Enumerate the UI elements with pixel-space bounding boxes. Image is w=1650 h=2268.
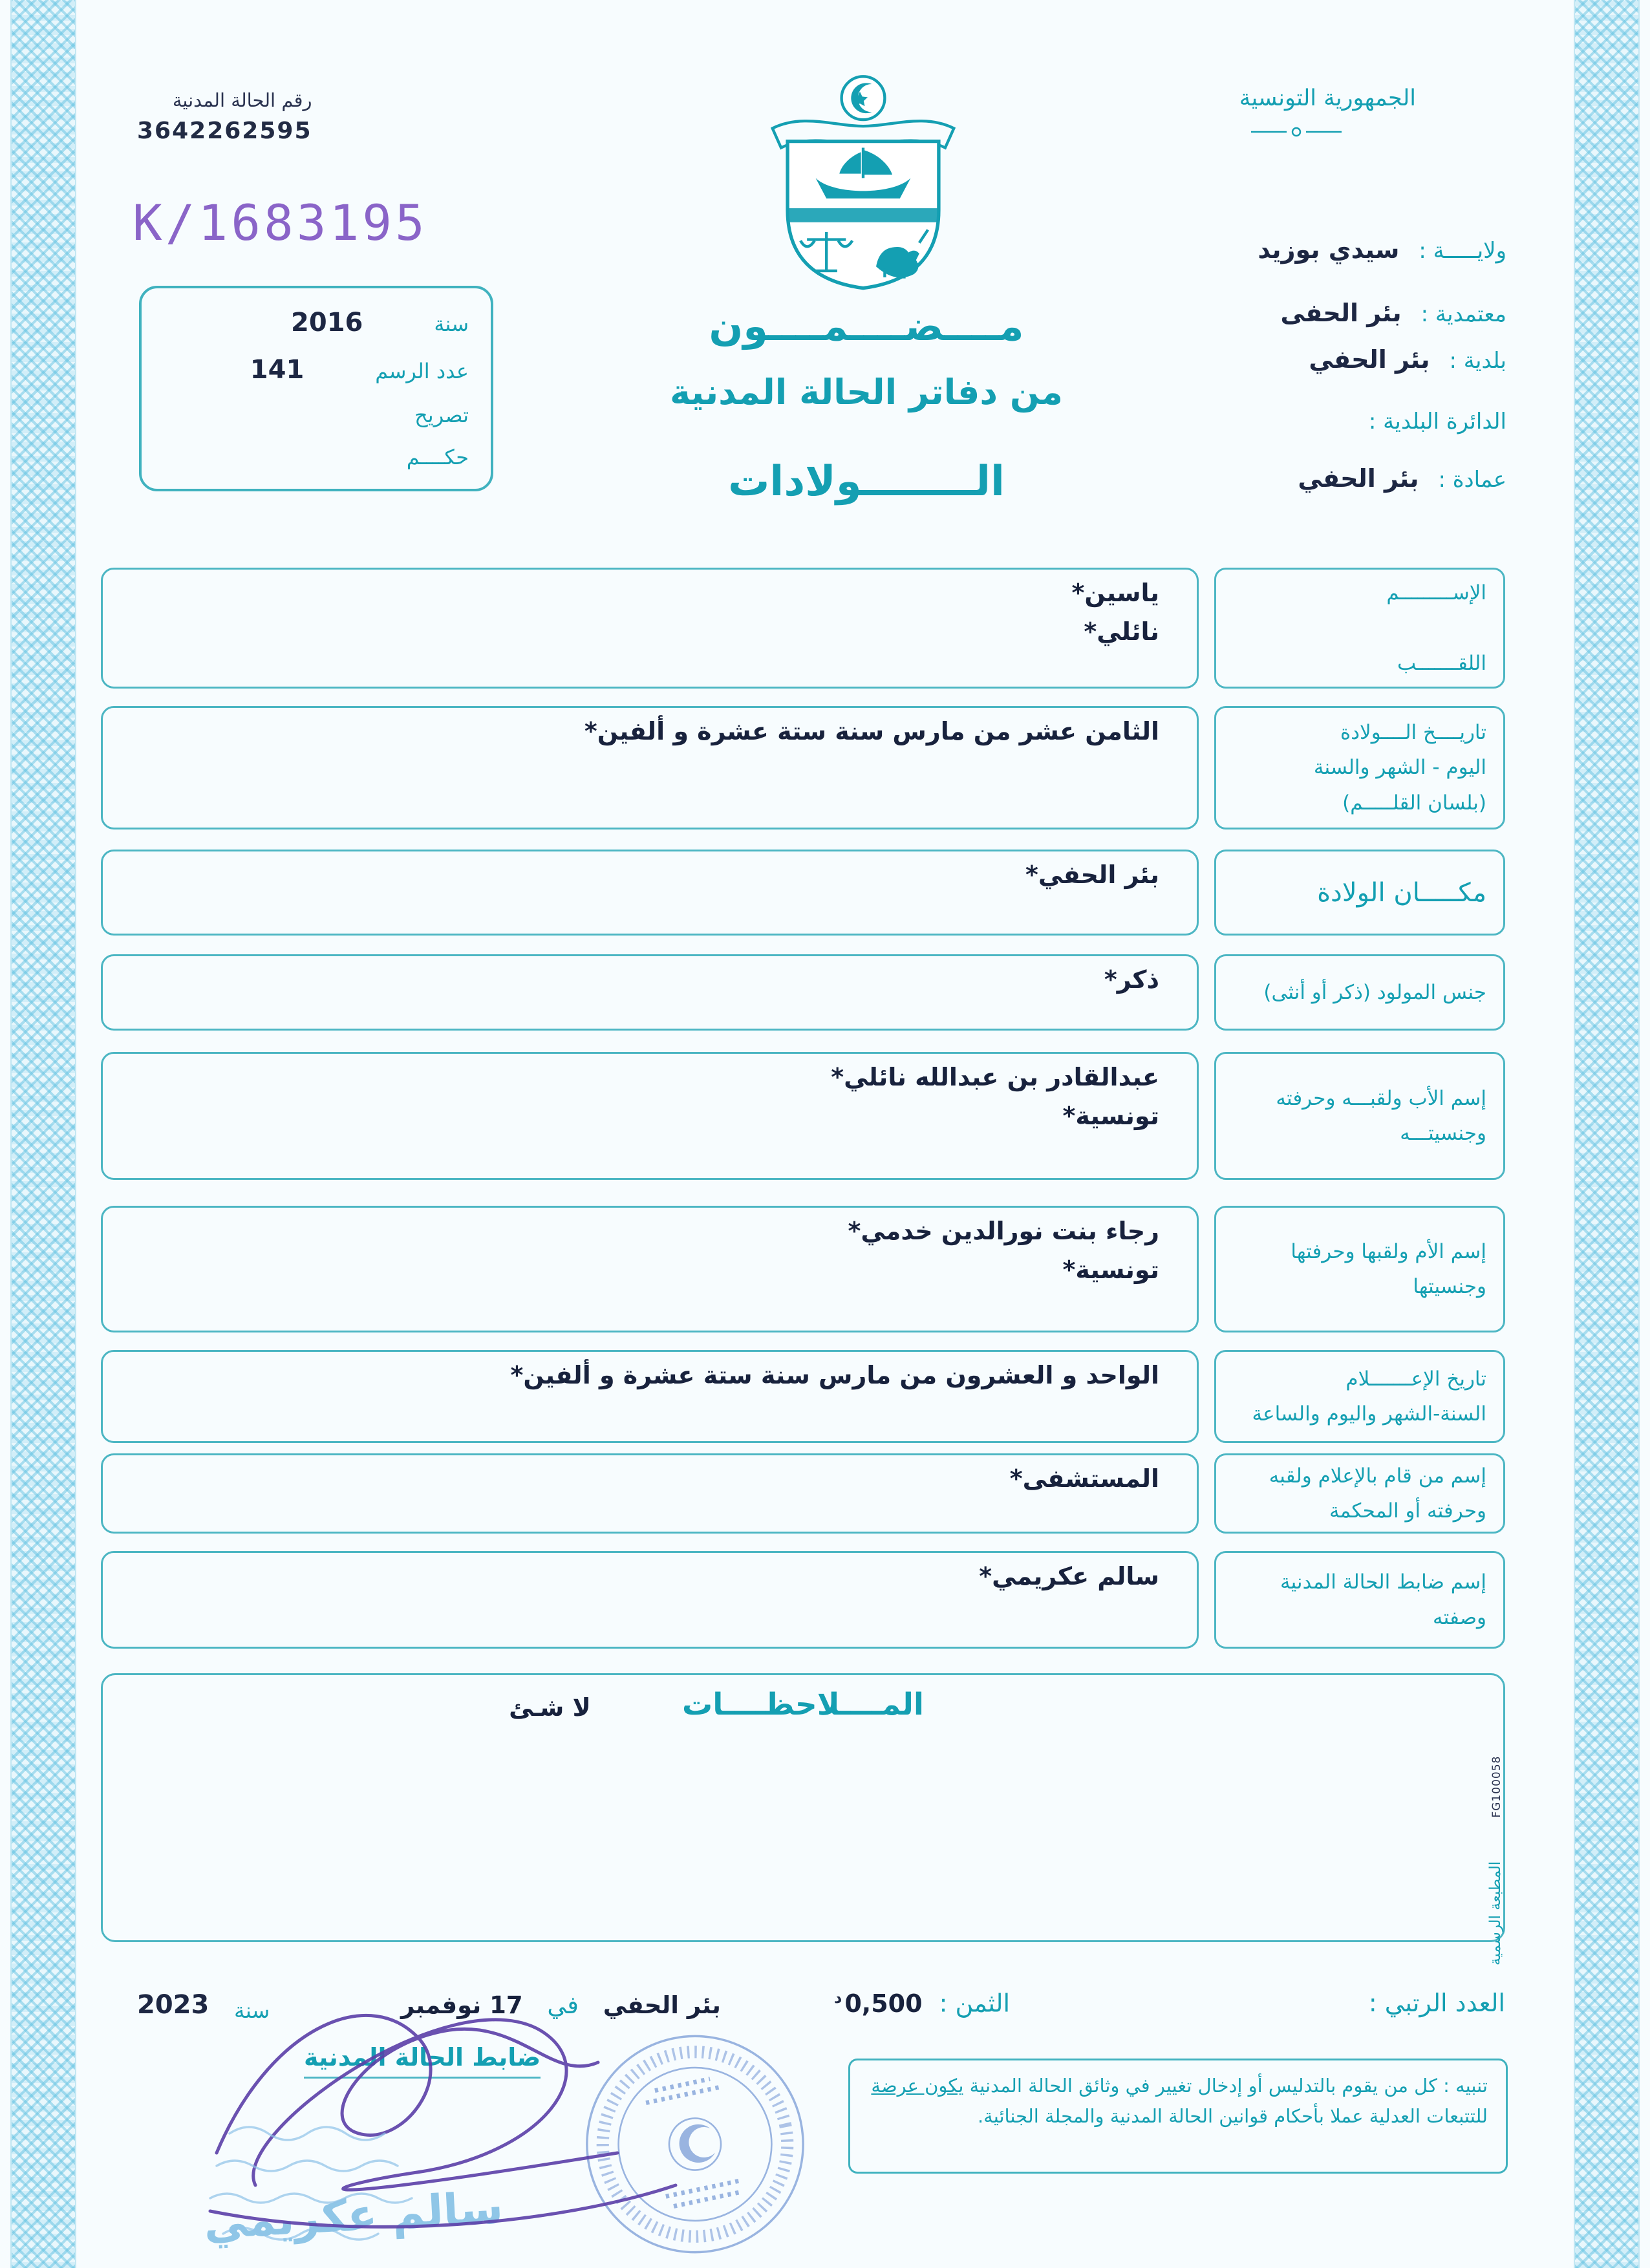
father-label-1: إسم الأب ولقبـــه وحرفته <box>1276 1086 1486 1110</box>
price-label: الثمن : <box>939 1989 1011 2018</box>
declarant-label-1: إسم من قام بالإعلام ولقبه <box>1269 1464 1486 1488</box>
form-row-name <box>101 568 1505 689</box>
delegation-label: معتمدية : <box>1420 301 1506 327</box>
sex-value: ذكر* <box>1104 965 1159 994</box>
judgment-label: حكــــم <box>406 445 469 470</box>
registrar-label-2: وصفته <box>1433 1605 1486 1629</box>
declarant-value-box <box>101 1453 1199 1534</box>
father-label-2: وجنسيتـــه <box>1400 1122 1486 1145</box>
sex-label-box <box>1214 954 1505 1031</box>
form-row-birthplace <box>101 850 1505 936</box>
declarant-value: المستشفى* <box>1009 1464 1159 1493</box>
delegation-value: بئر الحفى <box>1280 299 1402 327</box>
notice-underlined: يكون عرضة <box>871 2075 964 2097</box>
serial-number: K/1683195 <box>133 194 428 251</box>
notes-box <box>101 1673 1505 1942</box>
notification-date-label-2: السنة-الشهر واليوم والساعة <box>1252 1402 1486 1426</box>
registrar-signature-title: ضابط الحالة المدنية <box>304 2043 541 2079</box>
birthdate-value-box <box>101 706 1199 829</box>
officer-signature-ink <box>171 1940 708 2268</box>
title-madhmun: مــــضــــمــــون <box>709 303 1024 350</box>
document-title-block <box>647 303 1086 506</box>
mother-label-1: إسم الأم ولقبها وحرفتها <box>1291 1239 1486 1263</box>
legal-notice-box <box>848 2059 1508 2174</box>
republic-title: الجمهورية التونسية <box>1239 85 1416 111</box>
form-row-birthdate <box>101 706 1505 829</box>
ornament-divider <box>1248 123 1345 140</box>
issue-place: بئر الحفي <box>603 1991 721 2019</box>
birthdate-label-box <box>1214 706 1505 829</box>
form-row-declarant <box>101 1453 1505 1534</box>
father-nationality-value: تونسية* <box>1062 1102 1159 1130</box>
father-name-value: عبدالقادر بن عبدالله نائلي* <box>831 1063 1159 1091</box>
notification-date-label-1: تاريخ الإعـــــــلام <box>1345 1367 1486 1391</box>
registrar-label-1: إسم ضابط الحالة المدنية <box>1280 1570 1486 1594</box>
sex-label: جنس المولود (ذكر أو أنثى) <box>1263 980 1486 1004</box>
tunisia-coat-of-arms <box>755 70 971 295</box>
municipality-value: بئر الحفي <box>1309 345 1430 374</box>
declarant-label-2: وحرفته أو المحكمة <box>1329 1499 1486 1523</box>
municipality-label: بلدية : <box>1449 348 1506 374</box>
registry-declaration-row <box>164 403 469 427</box>
form-row-mother <box>101 1206 1505 1332</box>
governorate-label: ولايـــــة : <box>1419 238 1506 264</box>
birthdate-label-3: (بلسان القلـــــم) <box>1342 791 1486 815</box>
registrar-handwritten-name: سالم عكريمي <box>202 2182 504 2250</box>
birthplace-value-box <box>101 850 1199 936</box>
printer-credit <box>1487 1756 1504 1965</box>
birthdate-value: الثامن عشر من مارس سنة ستة عشرة و ألفين* <box>584 717 1159 745</box>
civil-number-value: 3642262595 <box>137 118 312 144</box>
birthdate-label-1: تاريــــخ الــــولادة <box>1340 721 1486 745</box>
sector-row <box>1298 464 1506 493</box>
right-guilloche-border <box>1574 0 1640 2268</box>
mother-nationality-value: تونسية* <box>1062 1256 1159 1284</box>
in-label: في <box>547 1991 579 2019</box>
last-name-label: اللقـــــــب <box>1397 651 1486 675</box>
form-row-father <box>101 1052 1505 1180</box>
first-name-value: ياسين* <box>1071 579 1159 607</box>
governorate-value: سيدي بوزيد <box>1258 235 1400 264</box>
declaration-label: تصريح <box>414 402 469 427</box>
form-row-notification-date <box>101 1350 1505 1443</box>
year-label: سنة <box>434 311 469 336</box>
price-currency: د <box>834 1989 842 2007</box>
price-line <box>834 1989 1010 2018</box>
first-name-label: الإســـــــــم <box>1386 581 1486 604</box>
registrar-value: سالم عكريمي* <box>979 1562 1159 1590</box>
mother-label-box <box>1214 1206 1505 1332</box>
act-number-label: عدد الرسم <box>375 359 469 384</box>
birthdate-label-2: اليوم - الشهر والسنة <box>1313 756 1486 780</box>
notice-intro: تنبيه : كل من يقوم بالتدليس أو إدخال تغيير في وثائق الحالة المدنية <box>963 2075 1488 2097</box>
father-label-box <box>1214 1052 1505 1180</box>
last-name-value: نائلي* <box>1084 617 1159 646</box>
delegation-row <box>1281 299 1506 327</box>
print-code: FG100058 <box>1490 1755 1503 1818</box>
registrar-label-box <box>1214 1551 1505 1649</box>
form-rows <box>101 568 1505 1942</box>
notice-rest: للتتبعات العدلية عملا بأحكام قوانين الحالة المدنية والمجلة الجنائية. <box>977 2104 1488 2127</box>
left-guilloche-border <box>10 0 76 2268</box>
notes-title: المــــلاحظــــات <box>681 1687 925 1722</box>
issue-year-value: 2023 <box>137 1990 209 2020</box>
registry-judgment-row <box>164 445 469 469</box>
birthplace-label-box <box>1214 850 1505 936</box>
sector-value: بئر الحفي <box>1298 464 1419 493</box>
name-label-box <box>1214 568 1505 689</box>
father-value-box <box>101 1052 1199 1180</box>
sector-label: عمادة : <box>1438 467 1506 493</box>
price-value: 0,500 <box>844 1989 923 2018</box>
registrar-value-box <box>101 1551 1199 1649</box>
district-label: الدائرة البلدية : <box>1368 409 1506 434</box>
birthplace-label: مكـــــان الولادة <box>1317 877 1486 908</box>
birthplace-value: بئر الحفي* <box>1025 861 1159 889</box>
mother-name-value: رجاء بنت نورالدين خدمي* <box>848 1217 1159 1245</box>
declarant-label-box <box>1214 1453 1505 1534</box>
printer-name: المطبعة الرسمية <box>1487 1861 1504 1965</box>
registry-year-row <box>164 308 469 337</box>
mother-label-2: وجنسيتها <box>1413 1275 1486 1298</box>
administrative-header <box>1119 85 1506 512</box>
notes-value: لا شـئ <box>509 1693 591 1722</box>
act-number-value: 141 <box>250 355 305 385</box>
district-row <box>1349 409 1506 434</box>
form-row-sex <box>101 954 1505 1031</box>
notification-date-value-box <box>101 1350 1199 1443</box>
registry-box <box>139 286 493 491</box>
issue-date: 17 نوفمبر <box>401 1991 523 2019</box>
notification-date-value: الواحد و العشرون من مارس سنة ستة عشرة و ألفين* <box>510 1361 1159 1389</box>
civil-number-block <box>137 89 312 144</box>
mother-value-box <box>101 1206 1199 1332</box>
governorate-row <box>1258 235 1506 264</box>
title-registers: من دفاتر الحالة المدنية <box>670 372 1063 412</box>
year-value: 2016 <box>291 307 363 337</box>
municipality-row <box>1309 345 1506 374</box>
form-row-registrar <box>101 1551 1505 1649</box>
issue-year-label: سنة <box>234 1998 270 2023</box>
sex-value-box <box>101 954 1199 1031</box>
name-value-box <box>101 568 1199 689</box>
registry-act-row <box>164 355 469 385</box>
notification-date-label-box <box>1214 1350 1505 1443</box>
civil-number-label: رقم الحالة المدنية <box>172 89 312 111</box>
ordinal-number-label: العدد الرتبي : <box>1368 1989 1505 2017</box>
title-births: الــــــــولادات <box>728 458 1005 506</box>
